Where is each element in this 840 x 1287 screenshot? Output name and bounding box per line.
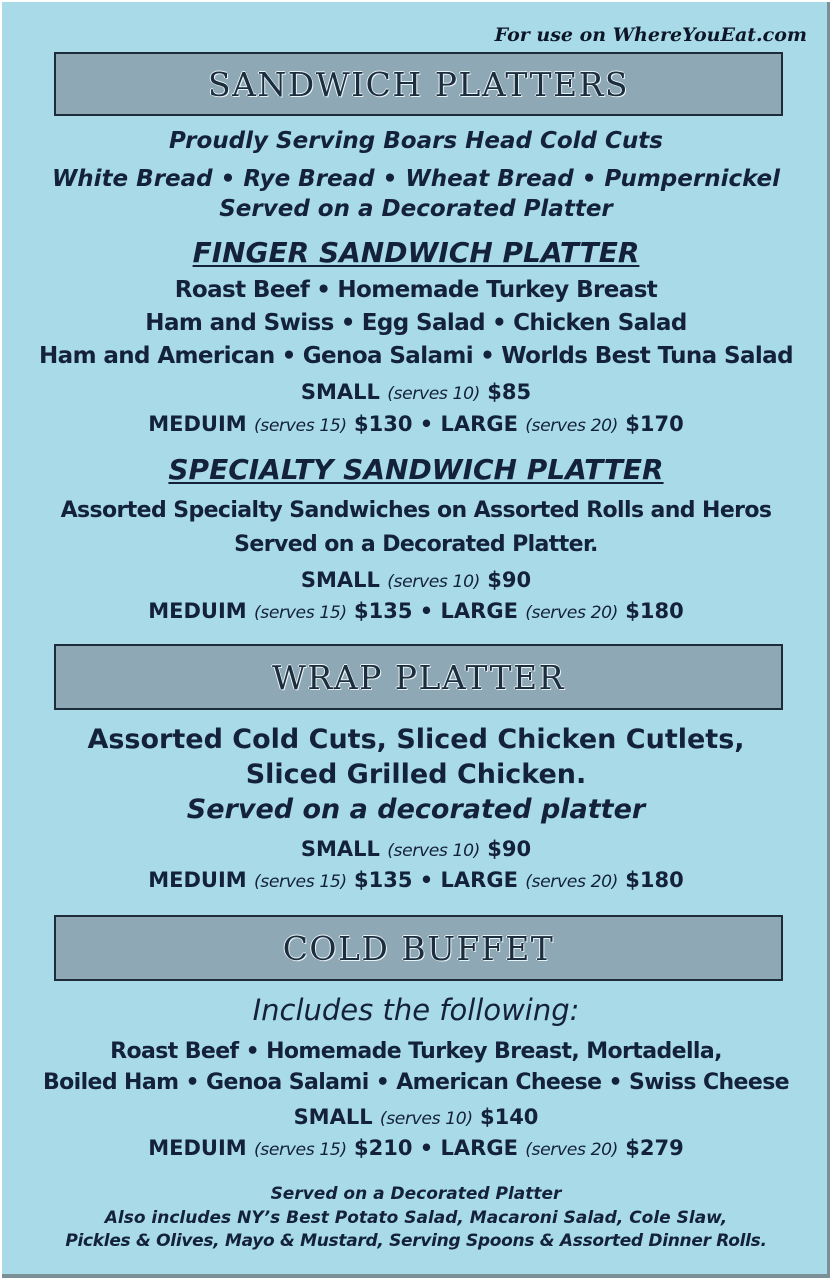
size-label: SMALL xyxy=(300,837,380,861)
wrap-medium-large-price-line: MEDUIM (serves 15) $135 • LARGE (serves 20) $180 xyxy=(148,868,684,892)
price: $130 xyxy=(354,412,413,436)
size-label: SMALL xyxy=(300,568,380,592)
cold-buffet-header: COLD BUFFET xyxy=(54,915,783,981)
specialty-desc-2: Served on a Decorated Platter. xyxy=(234,532,598,557)
size-label: SMALL xyxy=(300,380,380,404)
wrap-desc-3: Served on a decorated platter xyxy=(186,794,646,825)
price: $180 xyxy=(625,868,684,892)
serves-note: (serves 20) xyxy=(525,416,618,436)
buffet-footnote-3: Pickles & Olives, Mayo & Mustard, Serving Spoons & Assorted Dinner Rolls. xyxy=(65,1231,767,1251)
finger-items-row-2: Ham and Swiss • Egg Salad • Chicken Salad xyxy=(145,310,687,336)
finger-item: Ham and American xyxy=(39,343,275,369)
finger-sandwich-title: FINGER SANDWICH PLATTER xyxy=(192,236,640,269)
finger-medium-large-price-line: MEDUIM (serves 15) $130 • LARGE (serves 20) $170 xyxy=(148,412,684,436)
price: $135 xyxy=(354,868,413,892)
boars-head-line: Proudly Serving Boars Head Cold Cuts xyxy=(169,128,663,154)
decorated-platter-line: Served on a Decorated Platter xyxy=(219,196,613,222)
price: $90 xyxy=(487,568,532,592)
bread-rye: Rye Bread xyxy=(243,166,375,192)
buffet-includes-heading: Includes the following: xyxy=(252,993,580,1027)
buffet-item: Roast Beef xyxy=(110,1039,239,1064)
bread-options: White Bread • Rye Bread • Wheat Bread • Pumpernickel xyxy=(51,166,781,192)
finger-items-row-1: Roast Beef • Homemade Turkey Breast xyxy=(174,277,658,303)
bread-pumpernickel: Pumpernickel xyxy=(604,166,781,192)
specialty-desc-1: Assorted Specialty Sandwiches on Assorted Rolls and Heros xyxy=(60,498,772,523)
finger-item: Homemade Turkey Breast xyxy=(337,277,658,303)
buffet-footnote-1: Served on a Decorated Platter xyxy=(270,1184,562,1204)
serves-note: (serves 15) xyxy=(254,603,347,623)
finger-item: Egg Salad xyxy=(361,310,485,336)
wrap-desc-2: Sliced Grilled Chicken. xyxy=(245,759,587,790)
serves-note: (serves 20) xyxy=(525,603,618,623)
finger-item: Chicken Salad xyxy=(513,310,687,336)
price: $140 xyxy=(479,1105,539,1129)
finger-item: Roast Beef xyxy=(174,277,310,303)
finger-items-row-3: Ham and American • Genoa Salami • Worlds Best Tuna Salad xyxy=(39,343,793,369)
serves-note: (serves 10) xyxy=(379,1109,473,1129)
size-label: SMALL xyxy=(293,1105,373,1129)
specialty-sandwich-title: SPECIALTY SANDWICH PLATTER xyxy=(168,453,664,486)
bread-wheat: Wheat Bread xyxy=(405,166,574,192)
serves-note: (serves 20) xyxy=(525,1140,618,1160)
wrap-desc-1: Assorted Cold Cuts, Sliced Chicken Cutlets, xyxy=(87,724,745,755)
serves-note: (serves 10) xyxy=(387,841,480,861)
serves-note: (serves 10) xyxy=(387,384,480,404)
price: $85 xyxy=(487,380,532,404)
size-label: MEDUIM xyxy=(148,1136,247,1160)
price: $180 xyxy=(625,599,684,623)
sandwich-platters-header: SANDWICH PLATTERS xyxy=(54,52,783,116)
buffet-item: Boiled Ham xyxy=(42,1070,179,1095)
buffet-items-row-1: Roast Beef • Homemade Turkey Breast, Mortadella, xyxy=(110,1039,722,1064)
buffet-item: American Cheese xyxy=(396,1070,602,1095)
finger-item: Genoa Salami xyxy=(302,343,474,369)
finger-item: Ham and Swiss xyxy=(145,310,334,336)
buffet-items-row-2: Boiled Ham • Genoa Salami • American Cheese • Swiss Cheese xyxy=(42,1070,790,1095)
watermark-text: For use on WhereYouEat.com xyxy=(494,24,807,46)
buffet-medium-large-price-line: MEDUIM (serves 15) $210 • LARGE (serves 20) $279 xyxy=(148,1136,684,1160)
specialty-medium-large-price-line: MEDUIM (serves 15) $135 • LARGE (serves 20) $180 xyxy=(148,599,684,623)
buffet-item: Swiss Cheese xyxy=(628,1070,790,1095)
price: $210 xyxy=(354,1136,413,1160)
buffet-footnote-2: Also includes NY’s Best Potato Salad, Macaroni Salad, Cole Slaw, xyxy=(104,1208,728,1228)
serves-note: (serves 15) xyxy=(254,416,347,436)
buffet-item: Homemade Turkey Breast, Mortadella, xyxy=(266,1039,722,1064)
size-label: LARGE xyxy=(440,868,518,892)
wrap-platter-header: WRAP PLATTER xyxy=(54,644,783,710)
size-label: LARGE xyxy=(440,412,518,436)
serves-note: (serves 20) xyxy=(525,872,618,892)
size-label: MEDUIM xyxy=(148,599,247,623)
size-label: LARGE xyxy=(440,599,518,623)
price: $135 xyxy=(354,599,413,623)
serves-note: (serves 10) xyxy=(387,572,480,592)
buffet-small-price-line xyxy=(2,1105,830,1129)
size-label: LARGE xyxy=(440,1136,518,1160)
wrap-small-price-line xyxy=(2,837,830,861)
buffet-item: Genoa Salami xyxy=(206,1070,369,1095)
serves-note: (serves 15) xyxy=(254,872,347,892)
specialty-small-price-line xyxy=(2,568,830,592)
size-label: MEDUIM xyxy=(148,868,247,892)
bread-white: White Bread xyxy=(51,166,213,192)
price: $90 xyxy=(487,837,532,861)
price: $170 xyxy=(625,412,684,436)
finger-small-price-line xyxy=(2,380,830,404)
serves-note: (serves 15) xyxy=(254,1140,347,1160)
menu-page xyxy=(2,2,830,1278)
size-label: MEDUIM xyxy=(148,412,247,436)
price: $279 xyxy=(625,1136,684,1160)
finger-item: Worlds Best Tuna Salad xyxy=(501,343,793,369)
